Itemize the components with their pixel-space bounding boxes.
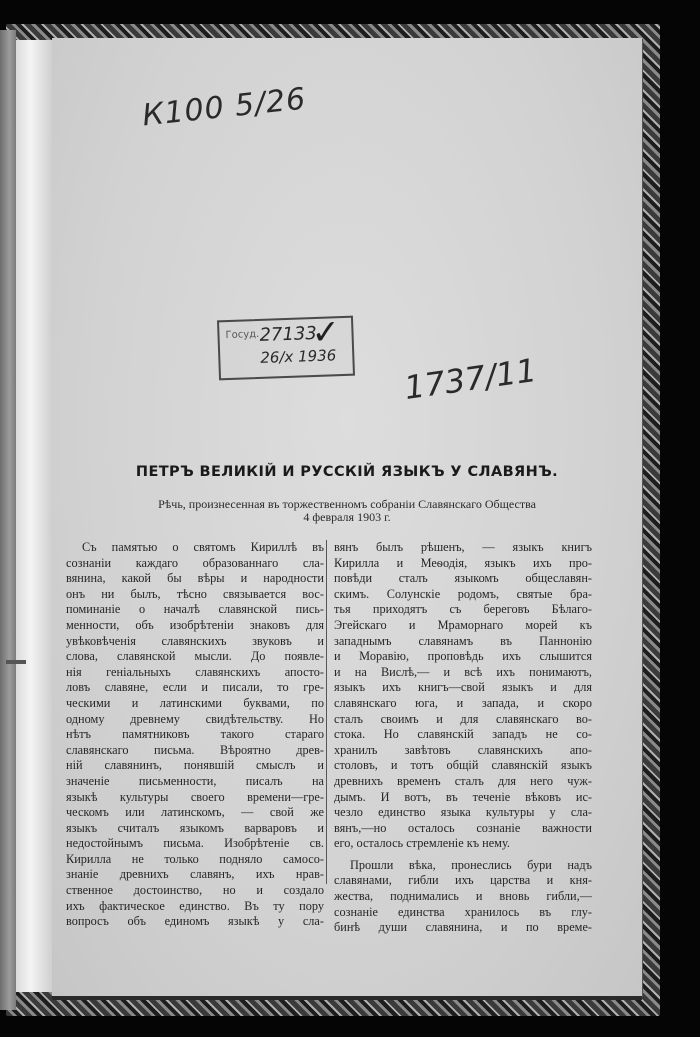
text-line: вянъ былъ рѣшенъ, — языкъ книгъ <box>334 540 592 554</box>
text-line: дымъ. И вотъ, въ теченіе вѣковъ ис- <box>334 789 592 804</box>
text-line: его, осталось стремленіе къ нему. <box>334 836 510 851</box>
text-line: ній славянинъ, понявшій смыслъ и <box>66 758 324 773</box>
text-line: слова, славянской мысли. До появле- <box>66 649 324 664</box>
binding-edge <box>0 30 16 1010</box>
text-line: онъ ни былъ, тѣсно связывается вос- <box>66 586 324 601</box>
text-line: жества, поднимались и вновь гибли,— <box>334 889 592 904</box>
stamp-date: 26/х 1936 <box>260 346 337 367</box>
column-divider <box>326 540 327 884</box>
text-line: нія геніальныхъ славянскихъ апосто- <box>66 664 324 679</box>
text-line: сознаніе единства хранилось въ глу- <box>334 904 592 919</box>
text-line: славянами, гибли ихъ царства и кня- <box>334 873 592 888</box>
text-line: ловъ славяне, если и писали, то гре- <box>66 680 324 695</box>
text-line: недостойнымъ письма. Изобрѣтеніе св. <box>66 836 324 851</box>
text-line: языкъ ихъ книгъ—свой языкъ и для <box>334 680 592 695</box>
checkmark-icon: ✓ <box>310 312 341 354</box>
text-line: западнымъ славянамъ въ Паннонію <box>334 633 592 648</box>
text-line: славянскаго юга, и запада, и скоро <box>334 695 592 710</box>
stamp-label: Госуд. <box>225 328 260 342</box>
text-line: языкъ считалъ языкомъ варваровъ и <box>66 820 324 835</box>
text-line: хранилъ завѣтовъ славянскихъ апо- <box>334 742 592 757</box>
flyleaf-strip <box>16 40 53 992</box>
text-line: значеніе письменности, писалъ на <box>66 773 324 788</box>
text-line: Кирилла и Меѳодія, языкъ ихъ про- <box>334 555 592 570</box>
text-line: одному древнему свидѣтельству. Но <box>66 711 324 726</box>
text-line: вопросъ объ единомъ языкѣ у сла- <box>66 914 324 929</box>
text-line: повѣди сталъ языкомъ общеславян- <box>334 571 592 586</box>
handwritten-shelfmark: К100 5/26 <box>140 81 308 134</box>
document-title: ПЕТРЪ ВЕЛИКІЙ И РУССКІЙ ЯЗЫКЪ У СЛАВЯНЪ. <box>135 464 559 480</box>
text-line: столовъ, и тотъ общій славянскій языкъ <box>334 758 592 773</box>
text-line: ихъ фактическое единство. Въ ту пору <box>66 898 324 913</box>
text-line: менности, объ изобрѣтеніи знаковъ для <box>66 617 324 632</box>
stamp-number: 27133 <box>259 322 318 346</box>
text-column-right <box>334 540 592 936</box>
text-column-left <box>66 540 324 930</box>
text-line: славянскаго письма. Вѣроятно древ- <box>66 742 324 757</box>
text-line: Съ памятью о святомъ Кириллѣ въ <box>82 540 324 554</box>
text-line: сознаніи каждаго образованнаго сла- <box>66 555 324 570</box>
text-line: и на Вислѣ,— и всѣ ихъ понимаютъ, <box>334 664 592 679</box>
page-bottom-edge <box>52 996 642 1000</box>
text-line: Эгейскаго и Мраморнаго морей къ <box>334 617 592 632</box>
library-stamp <box>217 312 355 381</box>
text-line: ственное достоинство, но и создало <box>66 883 324 898</box>
text-line: нѣтъ памятниковъ такого стараго <box>66 727 324 742</box>
text-line: чезло единство языка культуры у сла- <box>334 805 592 820</box>
text-line: Кирилла не только подняло самосо- <box>66 851 324 866</box>
text-line: вянъ,—но осталось сознаніе важности <box>334 820 592 835</box>
subtitle-line: 4 февраля 1903 г. <box>303 510 391 524</box>
text-line: тья приходятъ съ береговъ Бѣлаго- <box>334 602 592 617</box>
text-line: и Моравію, проповѣдь ихъ слышится <box>334 649 592 664</box>
text-line: увѣковѣченія славянскихъ звуковъ и <box>66 633 324 648</box>
text-line: знаніе древнихъ славянъ, ихъ нрав- <box>66 867 324 882</box>
text-line: сталъ своимъ и для славянскаго во- <box>334 711 592 726</box>
handwritten-inventory-number: 1737/11 <box>402 350 539 408</box>
text-line: вянина, какой бы вѣры и народности <box>66 571 324 586</box>
text-line: древнихъ временъ сталъ для него чуж- <box>334 773 592 788</box>
document-subtitle <box>52 498 642 524</box>
text-line: Прошли вѣка, пронеслись бури надъ <box>350 857 592 872</box>
text-line: ческими и латинскими буквами, по <box>66 695 324 710</box>
text-line: бинѣ души славянина, и по време- <box>334 920 592 935</box>
text-line: языкѣ культуры своего времени—гре- <box>66 789 324 804</box>
text-line: ческомъ или латинскомъ, — свой же <box>66 805 324 820</box>
text-line: стока. Но славянскій западъ не со- <box>334 727 592 742</box>
text-line: поминаніе о началѣ славянской пись- <box>66 602 324 617</box>
subtitle-line: Рѣчь, произнесенная въ торжественномъ собраніи Славянскаго Общества <box>158 497 536 511</box>
binding-mark <box>6 660 26 664</box>
text-line: скимъ. Солунскіе родомъ, святые бра- <box>334 586 592 601</box>
page-sheet <box>52 38 642 996</box>
